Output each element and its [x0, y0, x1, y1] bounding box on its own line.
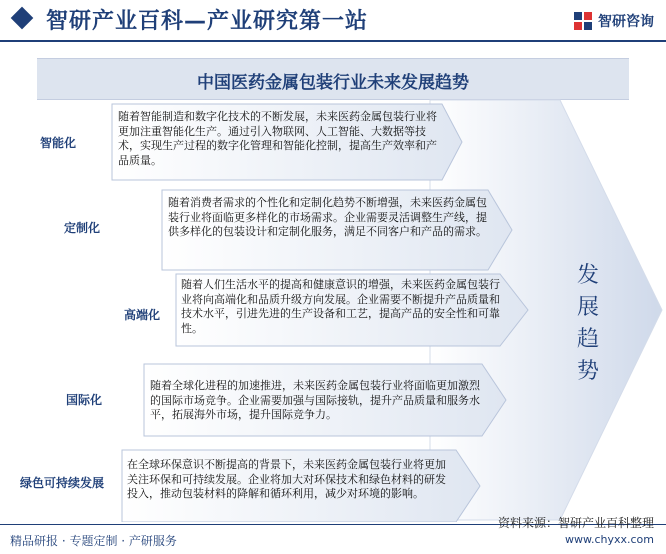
trend-label-4: 国际化 [66, 393, 103, 407]
logo[interactable] [573, 10, 654, 32]
trend-text-4: 随着全球化进程的加速推进，未来医药金属包装行业将面临更加激烈的国际市场竞争。企业需要加强与国际接轨，提升产品质量和服务水平，拓展海外市场，提升国际竞争力。 [150, 379, 480, 421]
trend-text-2: 随着消费者需求的个性化和定制化趋势不断增强，未来医药金属包装行业将面临更多样化的市场需求。企业需要灵活调整生产线，提供多样化的包装设计和定制化服务，满足不同客户和产品的需求。 [168, 196, 487, 238]
trend-title: 发展趋势 [576, 263, 599, 384]
header [0, 0, 666, 44]
trend-diagram [0, 98, 666, 522]
logo-text: 智研咨询 [598, 14, 654, 30]
trend-label-2: 定制化 [64, 221, 101, 235]
page-title: 中国医药金属包装行业未来发展趋势 [197, 73, 469, 93]
trend-text-3: 随着人们生活水平的提高和健康意识的增强，未来医药金属包装行业将向高端化和品质升级方向发展。企业需要不断提升产品质量和技术水平，引进先进的生产设备和工艺，提高产品的安全性和可靠性。 [181, 278, 500, 335]
footer-tagline: 精品研报 · 专题定制 · 产研服务 [10, 534, 177, 548]
title-banner [37, 58, 629, 100]
header-divider [0, 40, 666, 42]
trend-label-3: 高端化 [124, 308, 161, 322]
diamond-icon [11, 7, 34, 30]
zhiyan-logo-icon [573, 11, 593, 31]
trend-label-1: 智能化 [40, 136, 77, 150]
trend-label-5: 绿色可持续发展 [20, 476, 105, 490]
site-title: 智研产业百科—产业研究第一站 [46, 9, 369, 34]
footer-url[interactable]: www.chyxx.com [564, 533, 654, 546]
trend-text-5: 在全球环保意识不断提高的背景下，未来医药金属包装行业将更加关注环保和可持续发展。企业将加大对环保技术和绿色材料的研发投入，推动包装材料的降解和循环利用，减少对环境的影响。 [127, 458, 446, 500]
source-note: 资料来源：智研产业百科整理 [497, 516, 654, 530]
footer [0, 516, 666, 554]
trend-text-1: 随着智能制造和数字化技术的不断发展，未来医药金属包装行业将更加注重智能化生产。通过引入物联网、人工智能、大数据等技术，实现生产过程的数字化管理和智能化控制，提高生产效率和产品质量。 [118, 110, 437, 167]
